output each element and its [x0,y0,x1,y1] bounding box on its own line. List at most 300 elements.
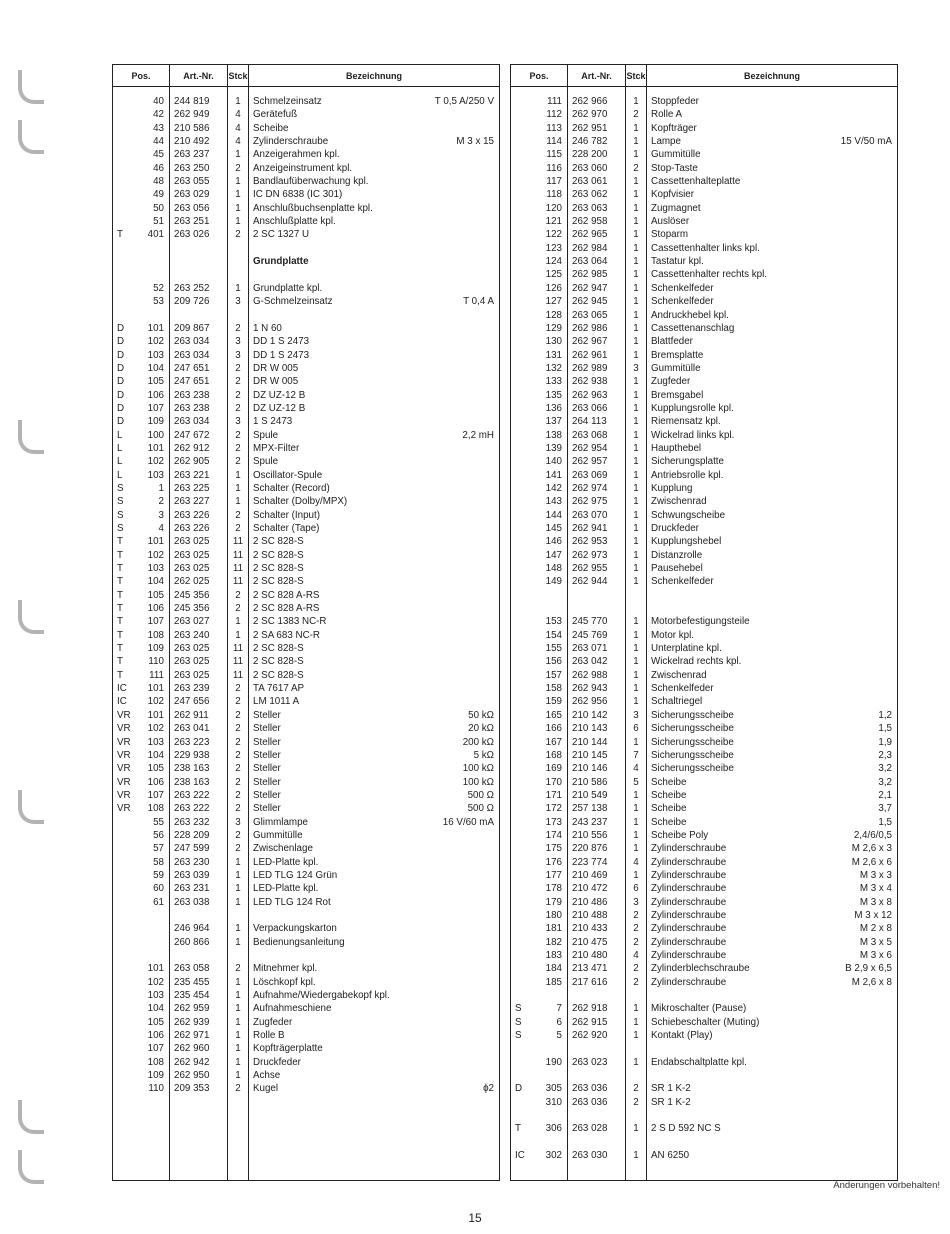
row-pos [113,1042,169,1055]
row-art-nr: 238 163 [174,776,210,788]
row-pos [511,349,567,362]
item-text: Stop-Taste [651,162,698,174]
row-pos [511,1002,567,1015]
row-art-nr: 262 988 [572,669,608,681]
pos-number: 155 [545,643,562,655]
row-stck: 1 [235,869,241,881]
row-art-nr: 263 068 [572,429,608,441]
row-pos [511,1069,567,1082]
item-text: Oscillator-Spule [253,469,323,481]
row-pos [113,349,169,362]
item-text: Schalter (Dolby/MPX) [253,496,348,508]
item-text: Gummitülle [651,362,701,374]
item-text: Aufnahme/Wiedergabekopf kpl. [253,990,390,1002]
pos-prefix: T [117,643,123,655]
row-art-nr: 210 143 [572,723,608,735]
row-bezeichnung [249,709,499,722]
row-pos [511,909,567,922]
row-art-nr: 262 950 [174,1070,210,1082]
row-stck: 1 [633,643,639,655]
row-bezeichnung [249,882,499,895]
row-art-nr: 263 232 [174,816,210,828]
pos-number: 182 [545,936,562,948]
item-spec: M 3 x 15 [456,136,494,148]
row-art-nr: 263 069 [572,469,608,481]
row-pos [511,108,567,121]
row-bezeichnung [249,922,499,935]
item-text: Sicherungsscheibe [651,709,734,721]
pos-number: 124 [545,256,562,268]
item-text: Haupthebel [651,442,702,454]
row-bezeichnung [647,268,897,281]
item-spec: 15 V/50 mA [840,136,892,148]
row-stck: 1 [633,122,639,134]
row-pos [511,989,567,1002]
row-bezeichnung [249,1002,499,1015]
row-art-nr: 210 142 [572,709,608,721]
row-art-nr: 262 949 [174,109,210,121]
row-bezeichnung [249,322,499,335]
row-art-nr [170,242,227,255]
item-spec: M 3 x 3 [859,869,892,881]
item-text: Löschkopf kpl. [253,976,316,988]
row-stck: 3 [235,816,241,828]
row-pos [113,162,169,175]
item-text: Bremsplatte [651,349,704,361]
row-art-nr: 263 226 [174,523,210,534]
item-text: Bandlaufüberwachung kpl. [253,176,369,188]
row-stck: 2 [235,763,241,775]
row-art-nr: 262 947 [572,282,608,294]
row-art-nr: 210 480 [572,950,608,961]
pos-number: 180 [545,909,562,921]
row-bezeichnung [249,816,499,829]
row-art-nr: 210 586 [174,122,210,134]
pos-number: 126 [545,282,562,294]
pos-prefix: D [117,362,125,374]
row-pos [511,122,567,135]
row-stck: 1 [633,429,639,441]
item-text: Sicherungsscheibe [651,723,734,735]
header-art: Art.-Nr. [170,65,228,87]
row-pos [511,162,567,175]
row-stck: 1 [633,309,639,321]
pos-number: 111 [547,96,562,107]
row-pos [511,522,567,535]
pos-number: 173 [545,816,562,828]
item-text: Druckfeder [253,1056,301,1068]
pos-number: 106 [147,603,164,615]
row-stck: 1 [235,616,241,628]
row-art-nr: 262 954 [572,442,608,454]
row-bezeichnung [249,455,499,468]
item-spec: 1,5 [878,816,892,828]
row-art-nr: 263 026 [174,229,210,241]
row-art-nr: 263 025 [174,536,210,548]
item-text: 1 N 60 [253,322,282,334]
row-stck: 2 [235,789,241,801]
item-text: Schalter (Record) [253,482,330,494]
item-text: Antriebsrolle kpl. [651,469,724,481]
row-bezeichnung [647,962,897,975]
row-bezeichnung [249,228,499,241]
row-art-nr: 262 985 [572,269,608,281]
pos-number: 172 [545,803,562,815]
row-pos [113,549,169,562]
row-pos [511,896,567,909]
row-stck: 1 [235,216,241,228]
pos-number: 174 [545,829,562,841]
pos-number: 101 [147,322,164,334]
item-text: 2 SC 1327 U [253,229,310,241]
item-text: DZ UZ-12 B [253,402,306,414]
row-stck: 1 [235,936,241,948]
row-stck: 1 [633,416,639,428]
item-text: Verpackungskarton [253,923,337,935]
row-art-nr [568,1069,625,1082]
row-art-nr: 263 066 [572,402,608,414]
item-spec: M 3 x 12 [854,909,892,921]
item-text: 2 SC 828-S [253,643,304,655]
row-pos [113,122,169,135]
row-pos [113,415,169,428]
item-text: Kontakt (Play) [651,1030,713,1042]
row-bezeichnung [647,909,897,922]
row-art-nr: 228 200 [572,149,608,161]
row-stck: 1 [633,536,639,548]
row-pos [511,1029,567,1042]
row-stck: 1 [235,189,241,201]
item-text: Andruckhebel kpl. [651,309,729,321]
pos-number: 132 [545,362,562,374]
row-art-nr: 223 774 [572,856,608,868]
pos-number: 306 [545,1123,562,1135]
row-pos [511,669,567,682]
pos-number: 171 [545,789,562,801]
pos-number: 190 [545,1056,562,1068]
row-stck: 11 [232,536,244,548]
row-bezeichnung [249,255,499,268]
item-text: Kopfvisier [651,189,695,201]
row-bezeichnung [249,562,499,575]
row-bezeichnung [647,242,897,255]
row-stck: 1 [633,523,639,534]
pos-prefix: S [515,1030,522,1042]
item-text: Stoppfeder [651,96,699,107]
item-spec: 20 kΩ [468,723,494,735]
pos-number: 302 [545,1150,562,1162]
item-spec: M 2,6 x 3 [851,843,892,855]
row-stck: 2 [235,829,241,841]
row-bezeichnung [249,842,499,855]
pos-number: 101 [147,683,164,695]
row-stck: 1 [633,296,639,308]
row-pos [113,936,169,949]
row-pos [113,469,169,482]
row-art-nr: 262 975 [572,496,608,508]
pos-number: 102 [147,456,164,468]
row-stck: 3 [633,709,639,721]
row-art-nr: 229 938 [174,749,210,761]
pos-number: 102 [147,336,164,348]
row-bezeichnung [249,1069,499,1082]
pos-prefix: S [117,509,124,521]
row-bezeichnung [647,255,897,268]
row-stck: 3 [633,896,639,908]
item-text: Gerätefuß [253,109,298,121]
item-spec: M 3 x 4 [859,883,892,895]
row-bezeichnung [647,736,897,749]
row-pos [511,135,567,148]
pos-prefix: S [515,1016,522,1028]
item-text: Steller [253,736,281,748]
pos-number: 137 [545,416,562,428]
row-art-nr: 262 973 [572,549,608,561]
row-pos [113,655,169,668]
row-art-nr: 262 989 [572,362,608,374]
item-spec: M 2 x 8 [859,923,892,935]
row-stck: 2 [633,976,639,988]
row-stck [626,1069,646,1082]
row-art-nr: 262 974 [572,482,608,494]
row-art-nr: 210 586 [572,776,608,788]
pos-prefix: T [117,576,123,588]
pos-number: 103 [147,469,164,481]
row-art-nr: 213 471 [572,963,608,975]
pos-prefix: IC [117,683,127,695]
pos-number: 148 [545,563,562,575]
pos-number: 146 [545,536,562,548]
section-heading: Grundplatte [253,256,309,268]
row-stck: 1 [633,1030,639,1042]
pos-number: 401 [147,229,164,241]
row-bezeichnung [647,709,897,722]
row-pos [511,375,567,388]
row-pos [511,922,567,935]
item-text: Anschlußbuchsenplatte kpl. [253,202,373,214]
item-text: Steller [253,709,281,721]
pos-prefix: T [117,616,123,628]
pos-number: 131 [545,349,562,361]
pos-prefix: D [117,349,125,361]
item-spec: 5 kΩ [473,749,494,761]
pos-prefix: D [117,402,125,414]
row-art-nr: 263 034 [174,349,210,361]
row-art-nr: 263 027 [174,616,210,628]
item-text: Gummitülle [253,829,303,841]
row-stck [626,989,646,1002]
row-bezeichnung [647,162,897,175]
row-bezeichnung [249,95,499,108]
item-text: 2 SC 1383 NC-R [253,616,327,628]
row-art-nr: 263 025 [174,656,210,668]
pos-number: 106 [147,1030,164,1042]
pos-number: 113 [546,122,562,134]
pos-number: 149 [545,576,562,588]
row-art-nr: 262 905 [174,456,210,468]
row-pos [113,268,169,281]
row-stck: 2 [235,749,241,761]
pos-number: 5 [556,1030,562,1042]
row-art-nr: 262 938 [572,376,608,388]
row-pos [113,776,169,789]
row-stck: 5 [633,776,639,788]
pos-number: 102 [147,696,164,708]
row-bezeichnung [647,122,897,135]
row-art-nr: 210 488 [572,909,608,921]
row-bezeichnung [249,802,499,815]
row-bezeichnung [249,482,499,495]
row-pos [113,829,169,842]
row-art-nr: 262 941 [572,523,608,534]
row-bezeichnung [647,108,897,121]
row-stck: 2 [235,1083,241,1095]
item-text: Zylinderblechschraube [651,963,750,975]
row-art-nr: 235 454 [174,990,210,1002]
row-art-nr: 262 957 [572,456,608,468]
row-pos [113,362,169,375]
row-pos [113,882,169,895]
pos-number: 101 [147,536,164,548]
pos-number: 105 [147,1016,164,1028]
pos-number: 40 [153,96,164,107]
row-bezeichnung [647,188,897,201]
row-stck: 2 [633,923,639,935]
pos-number: 51 [153,216,164,228]
pos-prefix: D [117,376,125,388]
item-text: LED TLG 124 Grün [253,869,338,881]
pos-number: 103 [147,349,164,361]
row-stck: 2 [235,843,241,855]
row-bezeichnung [647,535,897,548]
row-bezeichnung [249,602,499,615]
row-bezeichnung [647,1122,897,1135]
row-bezeichnung [249,869,499,882]
row-stck: 1 [633,1150,639,1162]
row-bezeichnung [647,549,897,562]
row-pos [113,228,169,241]
row-art-nr: 263 222 [174,803,210,815]
row-pos [511,802,567,815]
row-stck: 11 [232,643,244,655]
row-stck [626,602,646,615]
pos-number: 310 [545,1096,562,1108]
row-art-nr: 262 025 [174,576,210,588]
row-art-nr: 263 250 [174,162,210,174]
pos-prefix: L [117,456,123,468]
row-bezeichnung [647,389,897,402]
row-art-nr: 263 042 [572,656,608,668]
row-pos [113,722,169,735]
item-spec: M 2,6 x 6 [851,856,892,868]
item-text: Cassettenhalter links kpl. [651,242,760,254]
row-stck: 1 [633,829,639,841]
row-bezeichnung [647,896,897,909]
row-bezeichnung [249,469,499,482]
pos-prefix: T [117,603,123,615]
row-bezeichnung [249,442,499,455]
row-art-nr: 257 138 [572,803,608,815]
pos-number: 138 [545,429,562,441]
row-stck: 1 [633,1016,639,1028]
pos-number: 167 [545,736,562,748]
pos-number: 112 [546,109,562,121]
row-stck: 4 [633,950,639,961]
pos-number: 55 [153,816,164,828]
row-art-nr: 262 970 [572,109,608,121]
row-bezeichnung [647,1029,897,1042]
row-art-nr: 244 819 [174,96,210,107]
row-art-nr: 247 599 [174,843,210,855]
row-stck: 1 [633,1003,639,1015]
row-bezeichnung [647,282,897,295]
item-text: Spule [253,456,279,468]
row-stck: 11 [232,576,244,588]
row-stck: 1 [633,816,639,828]
row-stck: 1 [633,469,639,481]
item-text: Druckfeder [651,523,699,534]
row-bezeichnung [647,562,897,575]
row-pos [113,135,169,148]
item-text: Steller [253,789,281,801]
item-text: Steller [253,763,281,775]
row-art-nr [170,309,227,322]
item-text: Mikroschalter (Pause) [651,1003,747,1015]
row-pos [511,469,567,482]
footer-note: Änderungen vorbehalten! [833,1180,940,1191]
row-pos [113,1016,169,1029]
row-pos [511,976,567,989]
row-bezeichnung [249,175,499,188]
item-text: LED-Platte kpl. [253,883,319,895]
pos-prefix: VR [117,709,131,721]
pos-number: 107 [147,616,164,628]
item-spec: 2,2 mH [462,429,494,441]
row-stck: 1 [633,629,639,641]
pos-prefix: L [117,429,123,441]
row-stck: 1 [633,402,639,414]
item-text: 2 SC 828-S [253,576,304,588]
row-stck: 11 [232,669,244,681]
row-art-nr: 262 965 [572,229,608,241]
item-text: IC DN 6838 (IC 301) [253,189,343,201]
item-spec: 16 V/60 mA [442,816,494,828]
pos-prefix: VR [117,723,131,735]
item-spec: M 3 x 6 [859,950,892,961]
item-text: 2 SC 828-S [253,536,304,548]
item-text: Tastatur kpl. [651,256,704,268]
item-text: Kupplungsrolle kpl. [651,402,734,414]
pos-prefix: T [117,229,123,241]
pos-prefix: T [117,549,123,561]
row-stck: 2 [235,709,241,721]
row-pos [113,482,169,495]
pos-number: 101 [147,963,164,975]
item-text: AN 6250 [651,1150,690,1162]
row-art-nr: 210 144 [572,736,608,748]
row-stck: 2 [235,509,241,521]
header-pos: Pos. [511,65,568,87]
row-art-nr: 263 065 [572,309,608,321]
row-bezeichnung [647,309,897,322]
row-stck: 2 [235,322,241,334]
pos-prefix: T [117,629,123,641]
row-stck: 4 [235,109,241,121]
pos-prefix: VR [117,736,131,748]
row-stck: 2 [235,442,241,454]
row-pos [511,1016,567,1029]
row-bezeichnung [647,589,897,602]
